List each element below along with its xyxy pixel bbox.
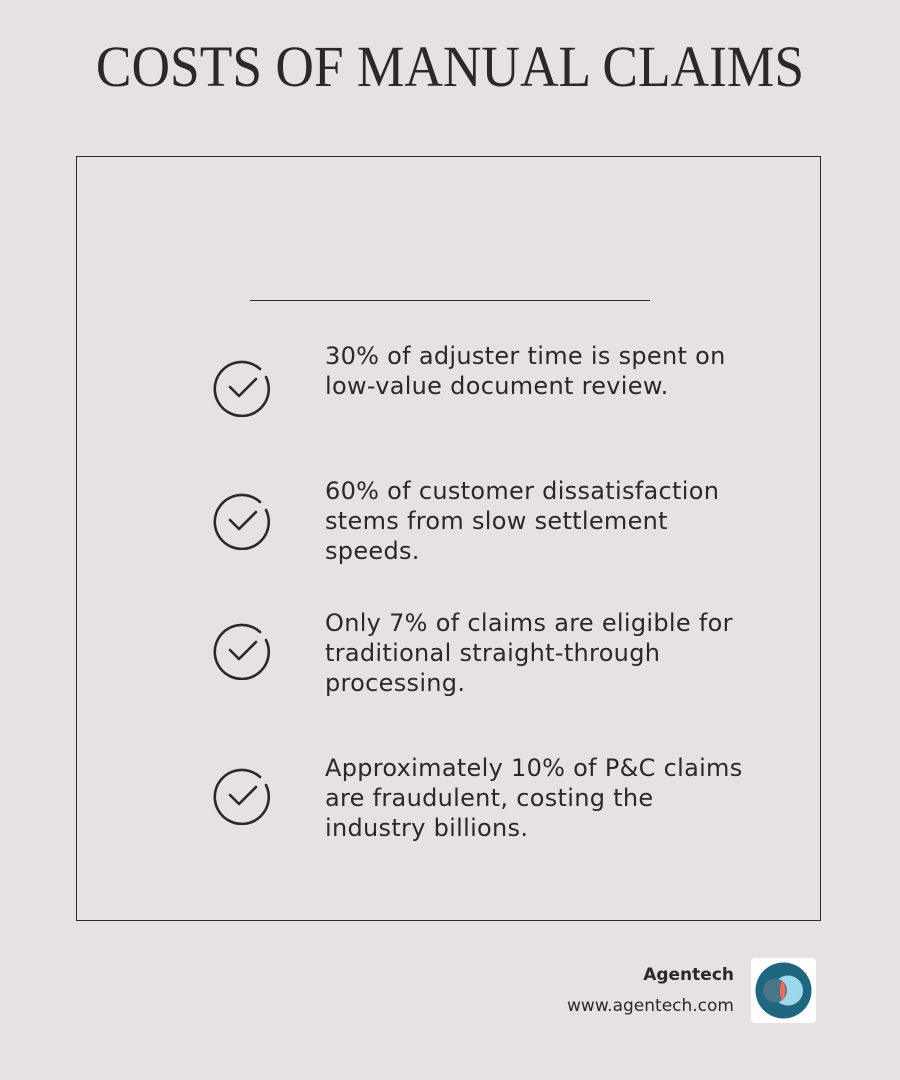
- brand-name: Agentech: [643, 965, 734, 985]
- item-text: Approximately 10% of P&C claims are fraudulent, costing the industry billions.: [325, 754, 743, 842]
- website-link[interactable]: www.agentech.com: [567, 996, 734, 1016]
- check-circle-icon: [213, 765, 273, 825]
- item-text: 60% of customer dissatisfaction stems from slow settlement speeds.: [325, 477, 720, 565]
- page-title: COSTS OF MANUAL CLAIMS: [95, 34, 805, 99]
- item-text: 30% of adjuster time is spent on low-value document review.: [325, 342, 726, 400]
- item-text: Only 7% of claims are eligible for traditional straight-through processing.: [325, 609, 733, 697]
- check-circle-icon: [213, 620, 273, 680]
- check-circle-icon: [213, 357, 273, 417]
- agentech-logo-icon: [751, 958, 816, 1023]
- check-circle-icon: [213, 490, 273, 550]
- divider-line: [250, 300, 650, 301]
